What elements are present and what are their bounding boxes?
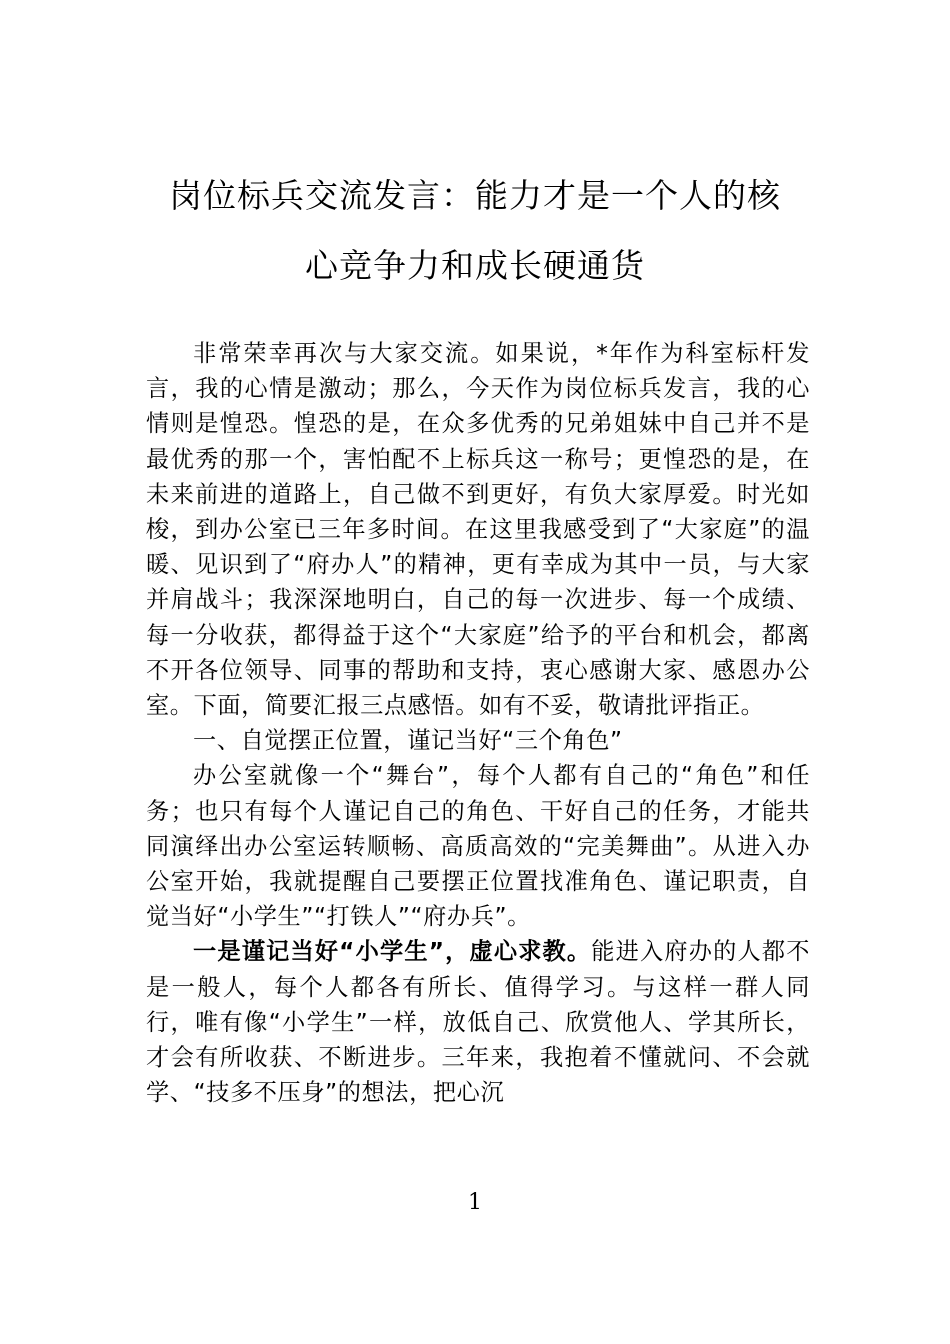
intro-paragraph: 非常荣幸再次与大家交流。如果说，*年作为科室标杆发言，我的心情是激动；那么，今天作为岗位标兵发言，我的心情则是惶恐。惶恐的是，在众多优秀的兄弟姐妹中自己并不是最优秀的那一个，害怕配不上标兵这一称号；更惶恐的是，在未来前进的道路上，自己做不到更好，有负大家厚爱。时光如梭，到办公室已三年多时间。在这里我感受到了“大家庭”的温暖、见识到了“府办人”的精神，更有幸成为其中一员，与大家并肩战斗；我深深地明白，自己的每一次进步、每一个成绩、每一分收获，都得益于这个“大家庭”给予的平台和机会，都离不开各位领导、同事的帮助和支持，衷心感谢大家、感恩办公室。下面，简要汇报三点感悟。如有不妥，敬请批评指正。: [146, 340, 810, 720]
point-1-lead: 一是谨记当好“小学生”，虚心求教。: [193, 938, 592, 966]
document-title-line-2: 心竞争力和成长硬通货: [305, 246, 645, 285]
section-heading-1: 一、自觉摆正位置，谨记当好“三个角色”: [193, 727, 623, 755]
page-number: 1: [468, 1190, 482, 1215]
document-body: [146, 336, 810, 1110]
point-1-paragraph: [146, 934, 810, 1110]
point-1-text: 能进入府办的人都不是一般人，每个人都各有所长、值得学习。与这样一群人同行，唯有像“小学生”一样，放低自己、欣赏他人、学其所长，才会有所收获、不断进步。三年来，我抱着不懂就问、不会就学、“技多不压身”的想法，把心沉: [146, 938, 810, 1107]
document-title-line-1: 岗位标兵交流发言：能力才是一个人的核: [169, 176, 781, 215]
section-1-paragraph: 办公室就像一个“舞台”，每个人都有自己的“角色”和任务；也只有每个人谨记自己的角色、干好自己的任务，才能共同演绎出办公室运转顺畅、高质高效的“完美舞曲”。从进入办公室开始，我就提醒自己要摆正位置找准角色、谨记职责，自觉当好“小学生”“打铁人”“府办兵”。: [146, 762, 810, 931]
